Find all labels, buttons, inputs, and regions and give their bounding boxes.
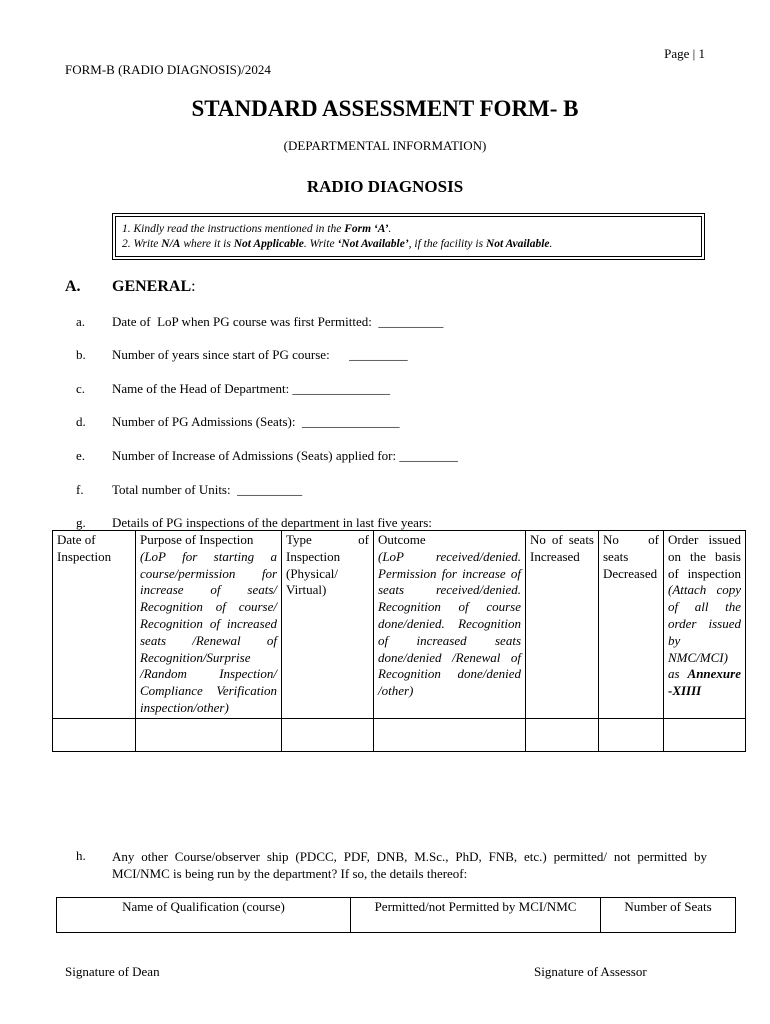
document-subtitle: (DEPARTMENTAL INFORMATION) — [283, 138, 487, 153]
item-text: Number of years since start of PG course: _________ — [112, 347, 408, 362]
header-permitted: Permitted/not Permitted by MCI/NMC — [351, 898, 601, 933]
instruction-text: , if the facility is — [408, 238, 486, 250]
instruction-bold: Not Available — [485, 238, 550, 250]
item-letter: a. — [76, 314, 86, 329]
item-text: Number of Increase of Admissions (Seats) applied for: _________ — [112, 448, 458, 463]
instruction-text: . Write — [303, 238, 338, 250]
item-text: Total number of Units: __________ — [112, 482, 303, 497]
instruction-text: 1. Kindly read the instructions mentioned in the — [122, 223, 345, 235]
instruction-text: where it is — [180, 238, 234, 250]
item-text: Any other Course/observer ship (PDCC, PDF, DNB, M.Sc., PhD, FNB, etc.) permitted/ not permitted by MCI/NMC is being run by the department? If so, the details thereof: — [112, 849, 707, 881]
instruction-bold: ‘Not Available’ — [337, 238, 409, 250]
header-order-issued — [664, 531, 746, 719]
item-letter: d. — [76, 414, 86, 429]
instruction-line-1 — [122, 222, 695, 237]
page-number: Page | 1 — [664, 46, 705, 61]
header-detail: (LoP for starting a course/permission for increase of seats/ Recognition of course/ Recognition of increased seats /Renewal of Recognition/Surprise /Random Inspection/ Compliance Verification inspection/other) — [140, 548, 277, 715]
section-letter: A. — [65, 278, 81, 295]
header-date-of-inspection: Date of Inspection — [53, 531, 136, 719]
signature-assessor: Signature of Assessor — [534, 964, 647, 979]
header-number-of-seats: Number of Seats — [601, 898, 736, 933]
instruction-line-2 — [122, 237, 695, 252]
item-letter: c. — [76, 381, 86, 396]
header-seats-increased: No of seats Increased — [526, 531, 599, 719]
header-seats-decreased: No of seats Decreased — [599, 531, 664, 719]
annexure-label: Annexure -XIIII — [668, 666, 741, 699]
table-cell[interactable] — [136, 718, 282, 751]
instruction-bold: Not Applicable — [233, 238, 304, 250]
item-letter: e. — [76, 448, 86, 463]
header-detail: (Attach copy of all the order issued by NMC/MCI) as — [668, 582, 741, 682]
header-purpose-of-inspection — [136, 531, 282, 719]
table-cell[interactable] — [599, 718, 664, 751]
qualification-table — [56, 897, 736, 933]
form-code: FORM-B (RADIO DIAGNOSIS)/2024 — [65, 62, 271, 77]
instruction-bold: Form ‘A’ — [344, 223, 389, 235]
instruction-text: . — [549, 238, 553, 250]
table-cell[interactable] — [53, 718, 136, 751]
table-cell[interactable] — [664, 718, 746, 751]
item-letter: g. — [76, 515, 86, 530]
instruction-bold: N/A — [161, 238, 181, 250]
instructions-box — [112, 213, 705, 260]
table-header-row — [53, 531, 746, 719]
instruction-text: 2. Write — [122, 238, 162, 250]
table-cell[interactable] — [526, 718, 599, 751]
signature-dean: Signature of Dean — [65, 964, 160, 979]
section-title — [112, 278, 196, 296]
header-qualification-name: Name of Qualification (course) — [57, 898, 351, 933]
item-letter: f. — [76, 482, 84, 497]
instruction-text: . — [388, 223, 392, 235]
instructions-inner — [115, 216, 702, 257]
header-outcome — [374, 531, 526, 719]
header-text: Order issued on the basis of inspection — [668, 532, 741, 581]
item-text: Date of LoP when PG course was first Permitted: __________ — [112, 314, 444, 329]
table-row — [53, 718, 746, 751]
table-cell[interactable] — [282, 718, 374, 751]
inspection-table — [52, 530, 746, 752]
header-type-of-inspection: Type of Inspection (Physical/ Virtual) — [282, 531, 374, 719]
item-text: Details of PG inspections of the department in last five years: — [112, 515, 432, 530]
item-text: Name of the Head of Department: _______________ — [112, 381, 390, 396]
item-letter: b. — [76, 347, 86, 362]
document-title: STANDARD ASSESSMENT FORM- B — [191, 96, 579, 121]
section-title-text: GENERAL — [112, 278, 192, 295]
header-detail: (LoP received/denied. Permission for increase of seats received/denied. Recognition of course done/denied. Recognition of increased seats done/denied /Renewal of Recognition done/denied /other) — [378, 548, 521, 699]
section-title-colon: : — [191, 278, 196, 295]
item-text: Number of PG Admissions (Seats): _______________ — [112, 414, 400, 429]
header-title: Purpose of Inspection — [140, 532, 254, 547]
department-name: RADIO DIAGNOSIS — [306, 177, 464, 196]
item-letter: h. — [76, 848, 86, 863]
table-header-row — [57, 898, 736, 933]
header-title: Outcome — [378, 532, 426, 547]
table-cell[interactable] — [374, 718, 526, 751]
